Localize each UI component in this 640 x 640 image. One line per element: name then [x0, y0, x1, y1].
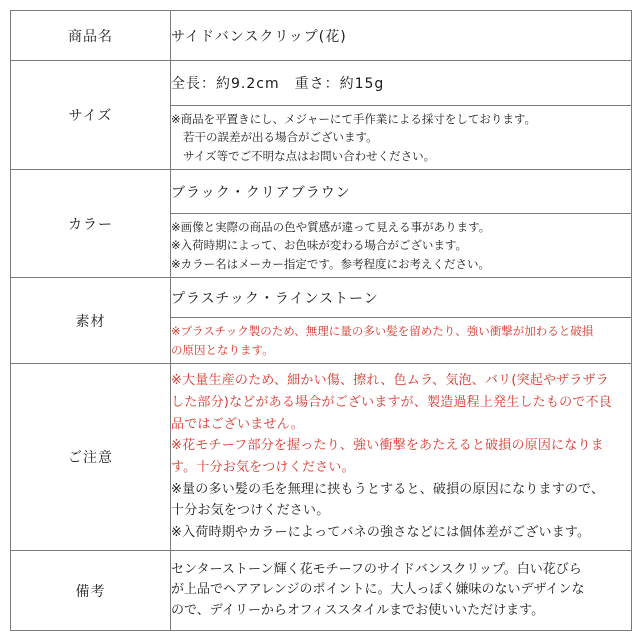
value-size: 全長：約9.2cm 重さ：約15g [171, 61, 632, 106]
size-notes [171, 106, 632, 170]
caution-line: ※量の多い髪の毛を無理に挟もうとすると、破損の原因になりますので、 [171, 481, 605, 497]
warning-line: した部分)などがある場合がございますが、製造過程上発生したもので不良 [171, 394, 612, 410]
note-line: ※カラー名はメーカー指定です。参考程度にお考えください。 [171, 256, 490, 271]
row-material [11, 278, 632, 318]
row-size [11, 61, 632, 106]
label-caution: ご注意 [11, 364, 171, 551]
row-color [11, 170, 632, 214]
warning-line: の原因となります。 [171, 342, 274, 357]
label-size: サイズ [11, 61, 171, 170]
label-remarks: 備考 [11, 551, 171, 631]
warning-line: ※プラスチック製のため、無理に量の多い髪を留めたり、強い衝撃が加わると破損 [171, 324, 594, 338]
warning-line: す。十分お気をつけください。 [171, 460, 355, 475]
note-line: 若干の誤差が出る場合がございます。 [183, 130, 378, 145]
label-material: 素材 [11, 278, 171, 364]
spec-table [10, 10, 632, 631]
remarks-line: ので、デイリーからオフィススタイルまでお使いいただけます。 [171, 602, 545, 618]
warning-line: 品ではございません。 [171, 416, 304, 432]
label-color: カラー [11, 170, 171, 278]
row-product-name [11, 11, 632, 61]
remarks-line: が上品でヘアアレンジのポイントに。大人っぽく嫌味のないデザインな [171, 582, 585, 598]
warning-line: ※花モチーフ部分を握ったり、強い衝撃をあたえると破損の原因になりま [171, 438, 604, 454]
material-notes [171, 318, 632, 364]
note-line: ※入荷時期によって、お色味が変わる場合がございます。 [171, 238, 467, 253]
product-spec-sheet [10, 10, 631, 632]
label-product-name: 商品名 [11, 11, 171, 61]
caution-line: 十分お気をつけください。 [171, 503, 330, 519]
value-material: プラスチック・ラインストーン [171, 278, 632, 318]
caution-text [171, 364, 632, 551]
value-product-name: サイドバンスクリップ(花) [171, 11, 632, 61]
note-line: ※商品を平置きにし、メジャーにて手作業による採寸をしております。 [171, 111, 536, 126]
color-notes [171, 214, 632, 278]
row-caution [11, 364, 632, 551]
caution-line: ※入荷時期やカラーによってバネの強さなどには個体差がございます。 [171, 525, 591, 541]
warning-line: ※大量生産のため、細かい傷、擦れ、色ムラ、気泡、バリ(突起やザラザラ [171, 373, 609, 389]
value-color: ブラック・クリアブラウン [171, 170, 632, 214]
note-line: サイズ等でご不明な点はお問い合わせください。 [183, 148, 436, 163]
note-line: ※画像と実際の商品の色や質感が違って見える事があります。 [171, 219, 491, 234]
remarks-text [171, 551, 632, 631]
row-remarks [11, 551, 632, 631]
remarks-line: センターストーン輝く花モチーフのサイドバンスクリップ。白い花びら [171, 561, 582, 577]
